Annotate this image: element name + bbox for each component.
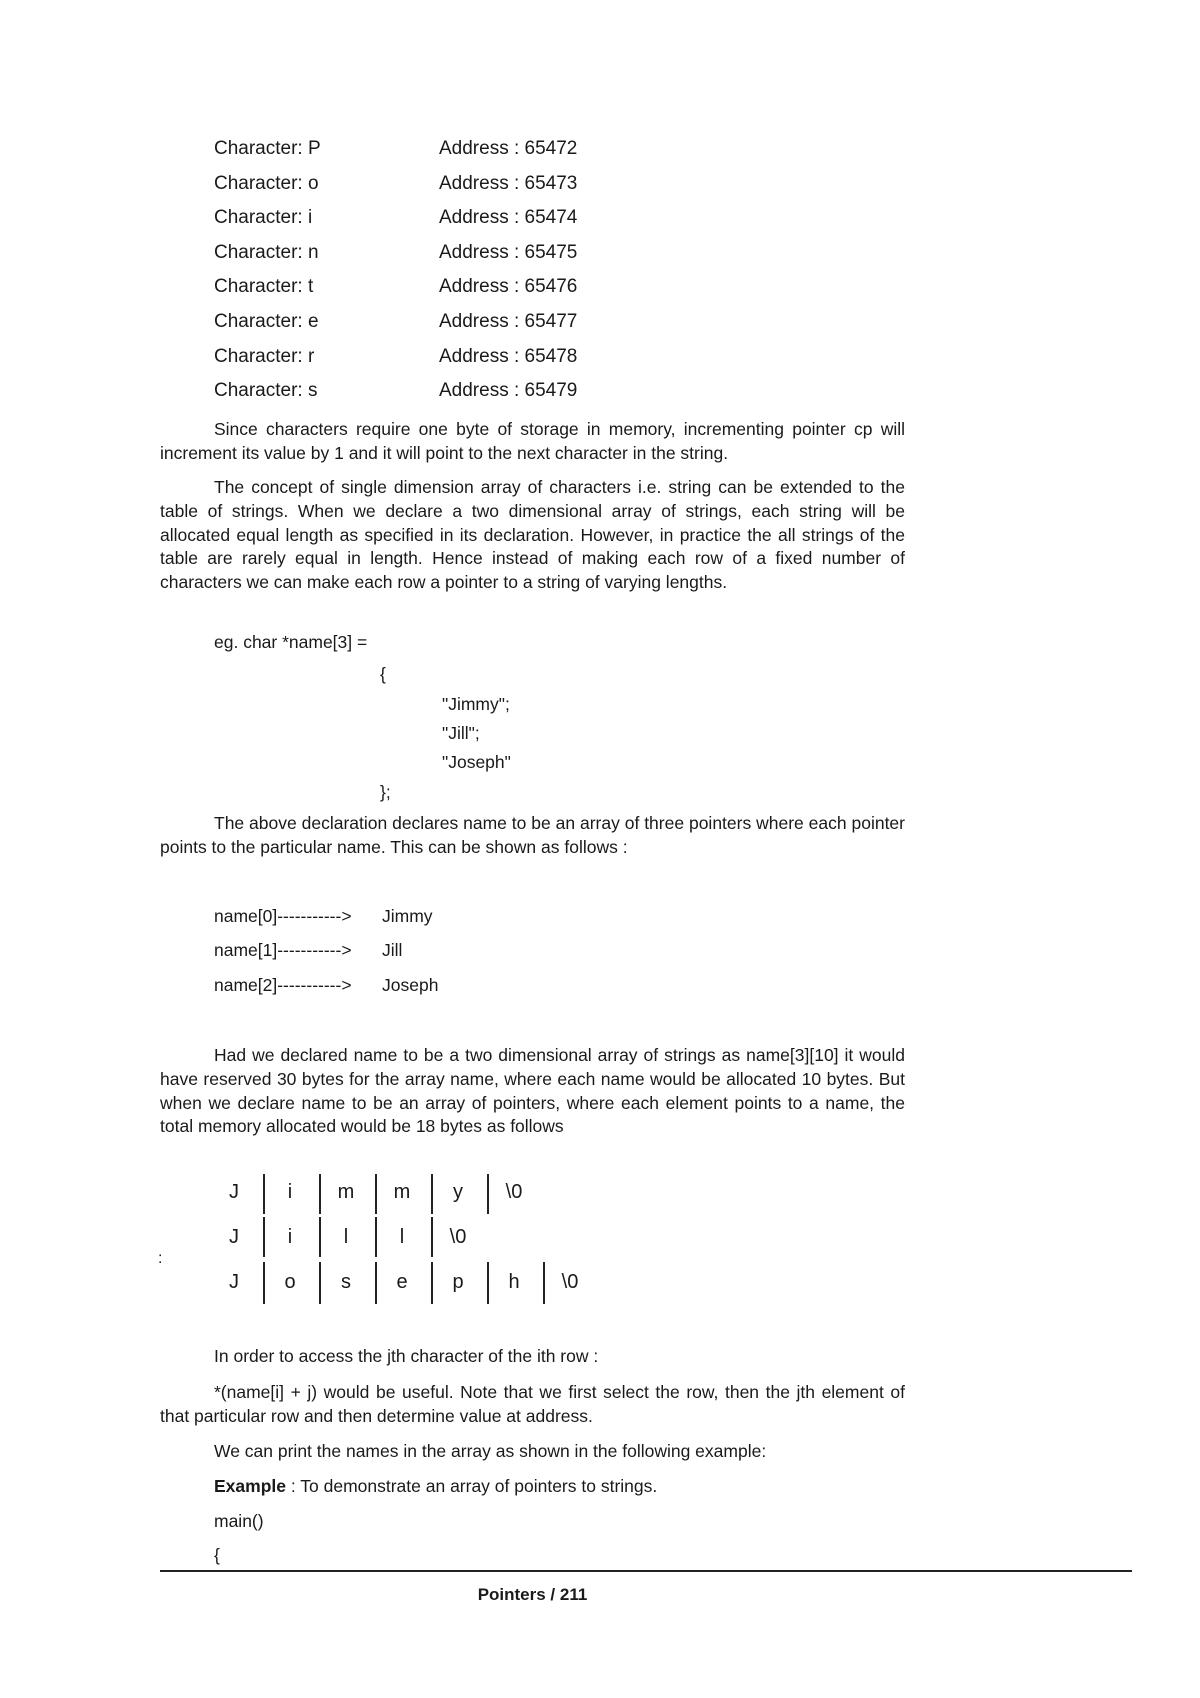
grid-cell: p <box>452 1271 464 1293</box>
pointer-map-row <box>214 940 614 974</box>
grid-cell: J <box>229 1271 239 1293</box>
address-cell: Address : 65477 <box>439 310 578 332</box>
code-item-jimmy: "Jimmy"; <box>442 694 510 714</box>
pointer-map-row <box>214 975 614 1009</box>
grid-cell: J <box>229 1226 239 1248</box>
code-item-jill: "Jill"; <box>442 723 480 743</box>
character-cell: Character: i <box>214 207 313 229</box>
grid-cell: i <box>287 1181 293 1203</box>
pointer-label: name[0]-----------> <box>214 906 352 926</box>
grid-cell: l <box>399 1226 405 1248</box>
grid-cell: m <box>393 1181 411 1203</box>
grid-cell: i <box>287 1226 293 1248</box>
pointer-map-row <box>214 906 614 940</box>
character-cell: Character: r <box>214 345 315 367</box>
grid-cell: \0 <box>561 1271 579 1293</box>
address-cell: Address : 65479 <box>439 380 578 402</box>
address-cell: Address : 65473 <box>439 172 578 194</box>
grid-cell: s <box>341 1271 351 1293</box>
page-footer: Pointers / 211 <box>477 1585 588 1604</box>
code-main-brace: { <box>214 1545 220 1565</box>
grid-cell: o <box>284 1271 296 1293</box>
paragraph-pointer-expression: *(name[i] + j) would be useful. Note that we first select the row, then the jth element of that particular row and then determine value at address. <box>160 1382 905 1426</box>
pointer-target: Jimmy <box>382 906 433 926</box>
grid-cell: l <box>343 1226 349 1248</box>
code-item-joseph: "Joseph" <box>442 752 511 772</box>
grid-cell: h <box>508 1271 520 1293</box>
grid-cell: \0 <box>505 1181 523 1203</box>
address-cell: Address : 65476 <box>439 276 578 298</box>
paragraph-array-of-pointers: The above declaration declares name to be an array of three pointers where each pointer points to the particular name. This can be shown as follows : <box>160 813 905 857</box>
grid-cell: \0 <box>449 1226 467 1248</box>
grid-cell: J <box>229 1181 239 1203</box>
example-description: : To demonstrate an array of pointers to strings. <box>285 1476 658 1496</box>
grid-cell: y <box>453 1181 463 1203</box>
address-cell: Address : 65475 <box>439 241 578 263</box>
footer-rule <box>160 1570 1132 1572</box>
pointer-target: Joseph <box>382 975 439 995</box>
example-label: Example <box>214 1476 286 1496</box>
paragraph-memory-allocation: Had we declared name to be a two dimensional array of strings as name[3][10] it would have reserved 30 bytes for the array name, where each name would be allocated 10 bytes. But when we declare name to be an array of pointers, where each element points to a name, the total memory allocated would be 18 bytes as follows <box>160 1045 905 1137</box>
pointer-label: name[1]-----------> <box>214 940 352 960</box>
example-heading <box>214 1476 657 1497</box>
character-cell: Character: n <box>214 241 319 263</box>
code-close-brace: }; <box>380 782 391 802</box>
character-cell: Character: o <box>214 172 319 194</box>
text-print-names: We can print the names in the array as shown in the following example: <box>214 1441 767 1461</box>
pointer-label: name[2]-----------> <box>214 975 352 995</box>
code-main: main() <box>214 1511 264 1531</box>
pointer-target: Jill <box>382 940 403 960</box>
code-declaration: eg. char *name[3] = <box>214 632 368 652</box>
code-open-brace: { <box>380 664 386 684</box>
character-cell: Character: s <box>214 380 318 402</box>
paragraph-pointer-increment: Since characters require one byte of storage in memory, incrementing pointer cp will increment its value by 1 and it will point to the next character in the string. <box>160 419 905 463</box>
address-cell: Address : 65472 <box>439 138 578 159</box>
grid-cell: e <box>396 1271 408 1293</box>
character-cell: Character: t <box>214 276 314 298</box>
address-cell: Address : 65474 <box>439 207 578 229</box>
grid-cell: m <box>337 1181 355 1203</box>
character-cell: Character: P <box>214 138 321 159</box>
side-mark: : <box>158 1250 163 1267</box>
text-access-jth-character: In order to access the jth character of the ith row : <box>214 1346 599 1366</box>
character-cell: Character: e <box>214 310 319 332</box>
paragraph-table-of-strings: The concept of single dimension array of characters i.e. string can be extended to the table of strings. When we declare a two dimensional array of strings, each string will be allocated equal length as specified in its declaration. However, in practice the all strings of the table are rarely equal in length. Hence instead of making each row of a fixed number of characters we can make each row a pointer to a string of varying lengths. <box>160 477 905 593</box>
address-cell: Address : 65478 <box>439 345 578 367</box>
